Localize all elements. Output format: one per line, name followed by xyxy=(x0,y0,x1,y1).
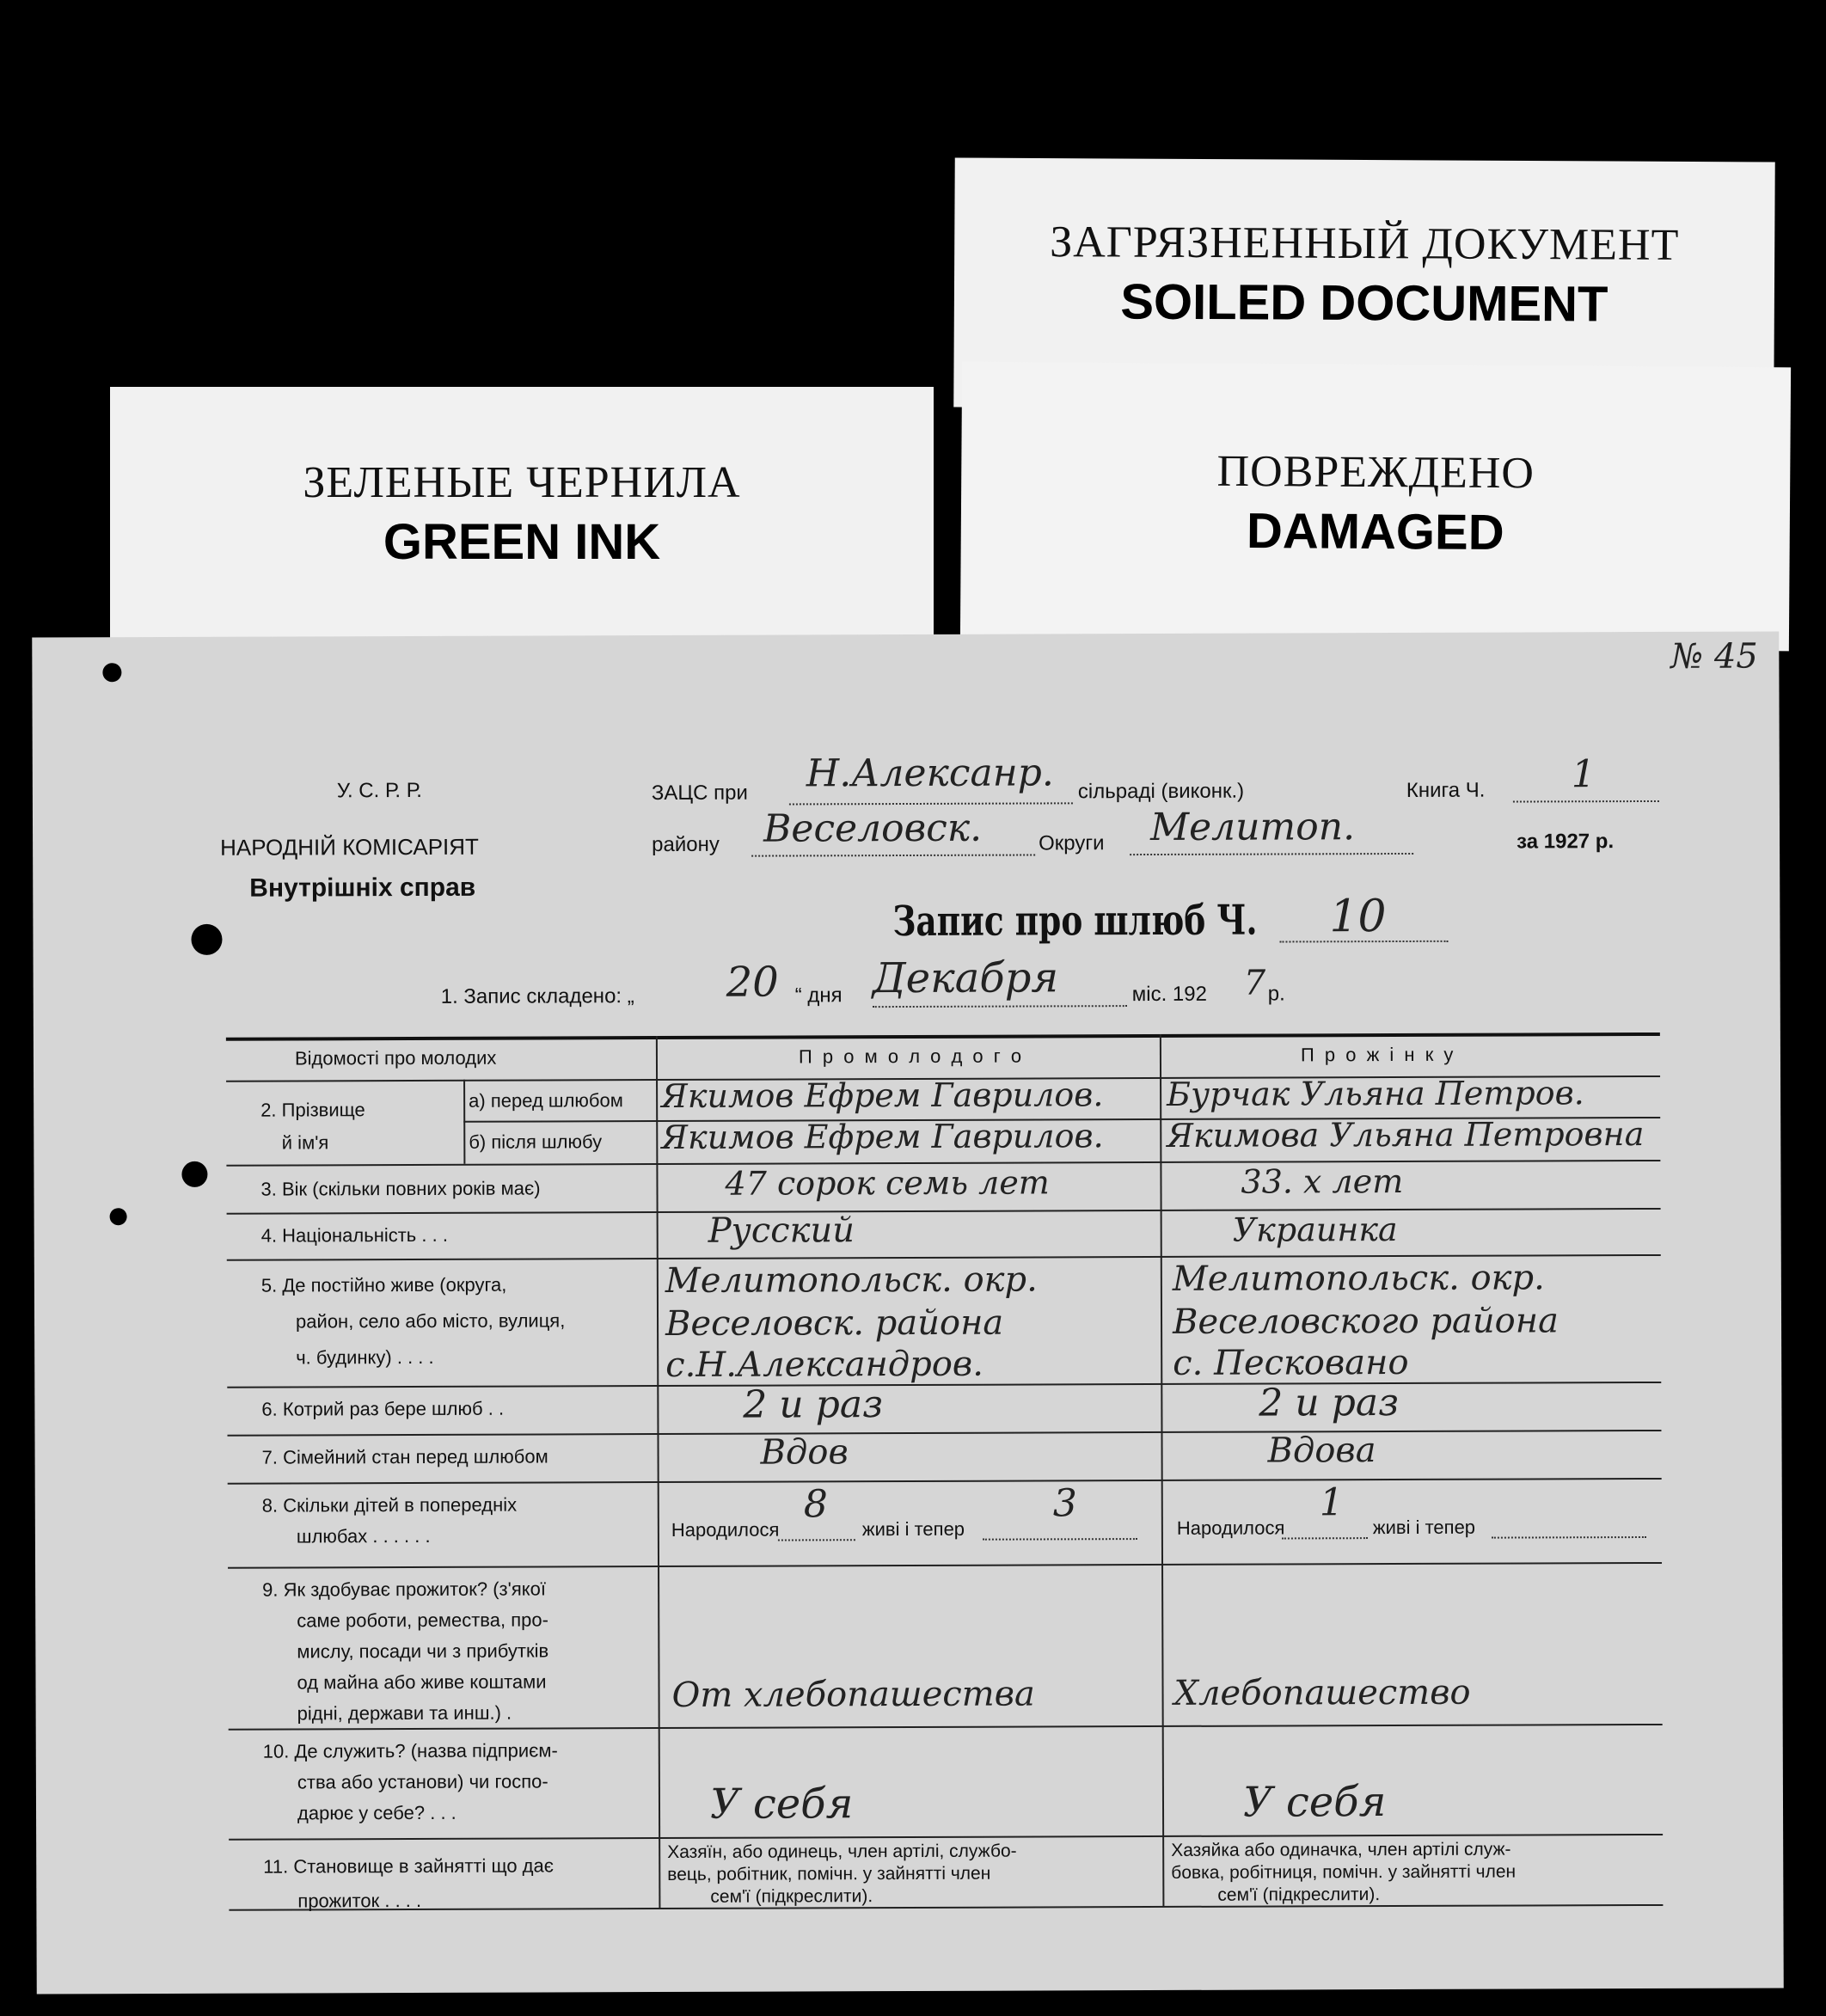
header-internal-affairs: Внутрішніх справ xyxy=(249,873,476,903)
record-date-mid: “ дня xyxy=(794,983,843,1008)
bride-marital-status: Вдова xyxy=(1267,1431,1376,1471)
groom-alive-label: живі і тепер xyxy=(861,1517,965,1541)
damage-hole xyxy=(181,1161,207,1187)
row5-label-2: район, село або місто, вулиця, xyxy=(295,1309,566,1333)
book-value: 1 xyxy=(1571,752,1596,797)
bride-children-born: 1 xyxy=(1319,1480,1344,1525)
groom-born-label: Народилося xyxy=(671,1518,780,1541)
silradi-label: сільраді (виконк.) xyxy=(1077,779,1245,804)
table-line xyxy=(229,1904,1663,1911)
groom-residence-1: Мелитопольск. окр. xyxy=(665,1259,1038,1301)
bride-residence-1: Мелитопольск. окр. xyxy=(1172,1258,1545,1299)
groom-name-after: Якимов Ефрем Гаврилов. xyxy=(661,1117,1104,1156)
bride-nationality: Украинка xyxy=(1232,1210,1398,1249)
record-year-digit: 7 xyxy=(1243,963,1266,1003)
record-date-suffix: р. xyxy=(1267,982,1285,1006)
groom-status-3: сем'ї (підкреслити). xyxy=(710,1886,873,1907)
row5-label-1: 5. Де постійно живе (округа, xyxy=(260,1273,507,1296)
header-commissariat: НАРОДНІЙ КОМІСАРІЯТ xyxy=(220,833,479,861)
record-date-prefix: 1. Запис складено: „ xyxy=(440,984,634,1008)
bride-status-2: бовка, робітниця, помічн. у зайнятті член xyxy=(1171,1861,1517,1883)
col-header-bride: П р о ж і н к у xyxy=(1300,1043,1456,1066)
col-header-info: Відомості про молодих xyxy=(294,1046,497,1069)
row3-label: 3. Вік (скільки повних років має) xyxy=(260,1177,541,1200)
row7-label: 7. Сімейний стан перед шлюбом xyxy=(261,1445,548,1468)
bride-name-before: Бурчак Ульяна Петров. xyxy=(1167,1074,1584,1113)
groom-age: 47 сорок семь лет xyxy=(725,1163,1050,1203)
groom-alive-underline xyxy=(983,1538,1137,1541)
row10-label-2: ства або установи) чи госпо- xyxy=(297,1770,548,1793)
record-mis: міс. 192 xyxy=(1131,982,1207,1007)
book-label: Книга Ч. xyxy=(1406,778,1486,802)
marriage-record-form xyxy=(32,631,1783,1994)
row5-label-3: ч. будинку) . . . . xyxy=(296,1345,434,1369)
row9-label-3: мислу, посади чи з прибутків xyxy=(297,1639,549,1663)
table-line xyxy=(228,1478,1662,1485)
rayon-label: району xyxy=(652,832,720,857)
groom-nationality: Русский xyxy=(708,1210,855,1251)
row11-label-2: прожиток . . . . xyxy=(297,1889,422,1912)
row4-label: 4. Національність . . . xyxy=(260,1223,448,1247)
zags-value: Н.Алексанр. xyxy=(806,751,1054,796)
groom-status-2: вець, робітник, помічн. у зайнятті член xyxy=(667,1863,991,1884)
rayon-underline xyxy=(751,854,1035,856)
groom-residence-3: с.Н.Александров. xyxy=(665,1344,983,1385)
record-number: 10 xyxy=(1329,891,1387,943)
header-ussr: У. С. Р. Р. xyxy=(336,778,422,803)
bride-marriage-count: 2 и раз xyxy=(1259,1381,1400,1425)
table-line xyxy=(227,1208,1661,1215)
book-underline xyxy=(1513,800,1659,803)
row10-label-1: 10. Де служить? (назва підприєм- xyxy=(262,1739,558,1762)
bride-residence-2: Веселовского района xyxy=(1172,1301,1559,1342)
row10-label-3: дарює у себе? . . . xyxy=(297,1801,456,1824)
row8-label-2: шлюбах . . . . . . xyxy=(296,1524,431,1547)
row11-label-1: 11. Становище в зайнятті що дає xyxy=(263,1854,554,1878)
okrug-value: Мелитоп. xyxy=(1149,805,1356,850)
damaged-tag xyxy=(960,362,1791,652)
damage-hole xyxy=(191,924,222,955)
record-month: Декабря xyxy=(872,953,1059,1003)
groom-livelihood: От хлебопашества xyxy=(671,1674,1035,1715)
tag-damaged-ru: ПОВРЕЖДЕНО xyxy=(1216,446,1535,499)
bride-alive-underline xyxy=(1492,1536,1646,1539)
punch-hole xyxy=(102,663,121,682)
col-header-groom: П р о м о л о д о г о xyxy=(798,1045,1025,1068)
tag-soiled-en: SOILED DOCUMENT xyxy=(1120,273,1608,333)
groom-marriage-count: 2 и раз xyxy=(743,1382,884,1427)
tag-soiled-ru: ЗАГРЯЗНЕННЫЙ ДОКУМЕНТ xyxy=(1050,218,1680,270)
table-line xyxy=(227,1430,1661,1437)
okrug-underline xyxy=(1130,853,1413,855)
groom-workplace: У себя xyxy=(709,1780,854,1829)
bride-age: 33. х лет xyxy=(1241,1161,1404,1201)
groom-marital-status: Вдов xyxy=(760,1432,849,1473)
zags-label: ЗАЦС при xyxy=(651,781,748,806)
bride-born-underline xyxy=(1282,1537,1368,1539)
tag-green-en: GREEN INK xyxy=(383,514,661,570)
bride-born-label: Народилося xyxy=(1176,1517,1285,1539)
green-ink-tag xyxy=(110,387,934,662)
groom-children-born: 8 xyxy=(803,1482,828,1527)
row2-before-label: а) перед шлюбом xyxy=(469,1089,623,1112)
row9-label-2: саме роботи, ремества, про- xyxy=(297,1609,548,1632)
tag-damaged-en: DAMAGED xyxy=(1246,502,1504,561)
record-day: 20 xyxy=(726,958,779,1007)
bride-status-3: сем'ї (підкреслити). xyxy=(1217,1884,1381,1905)
row2-label: 2. Прізвище й ім'я xyxy=(260,1099,365,1154)
table-line xyxy=(1160,1034,1165,1906)
damage-hole xyxy=(110,1208,127,1225)
groom-name-before: Якимов Ефрем Гаврилов. xyxy=(661,1075,1104,1115)
row9-label-5: рідні, держави та инш.) . xyxy=(297,1701,512,1725)
table-line xyxy=(228,1562,1662,1569)
bride-name-after: Якимова Ульяна Петровна xyxy=(1167,1115,1645,1155)
tag-green-ru: ЗЕЛЕНЫЕ ЧЕРНИЛА xyxy=(303,458,741,507)
bride-workplace: У себя xyxy=(1242,1778,1387,1827)
month-underline xyxy=(873,1005,1127,1008)
row9-label-4: од майна або живе коштами xyxy=(297,1670,547,1694)
row8-label-1: 8. Скільки дітей в попередніх xyxy=(261,1493,518,1517)
year-label: за 1927 р. xyxy=(1517,830,1615,854)
row9-label-1: 9. Як здобуває прожиток? (з'якої xyxy=(262,1578,546,1601)
bride-livelihood: Хлебопашество xyxy=(1173,1672,1471,1713)
corner-number: № 45 xyxy=(1670,636,1758,677)
table-line xyxy=(463,1080,465,1164)
groom-children-alive: 3 xyxy=(1052,1481,1077,1526)
record-table xyxy=(226,1033,1664,1911)
record-title: Запис про шлюб Ч. xyxy=(892,896,1258,947)
bride-alive-label: живі і тепер xyxy=(1372,1516,1476,1539)
table-line xyxy=(656,1036,661,1908)
bride-status-1: Хазяйка або одиначка, член артілі служ- xyxy=(1171,1839,1511,1860)
groom-born-underline xyxy=(778,1539,855,1541)
row6-label: 6. Котрий раз бере шлюб . . xyxy=(261,1397,505,1420)
bride-residence-3: с. Песковано xyxy=(1173,1342,1409,1383)
groom-status-1: Хазяїн, або одинець, член артілі, службо- xyxy=(667,1841,1017,1862)
groom-residence-2: Веселовск. района xyxy=(665,1302,1004,1344)
rayon-value: Веселовск. xyxy=(763,806,983,851)
okrug-label: Округи xyxy=(1039,831,1105,855)
zags-underline xyxy=(789,802,1073,805)
row2-after-label: б) після шлюбу xyxy=(469,1131,603,1153)
